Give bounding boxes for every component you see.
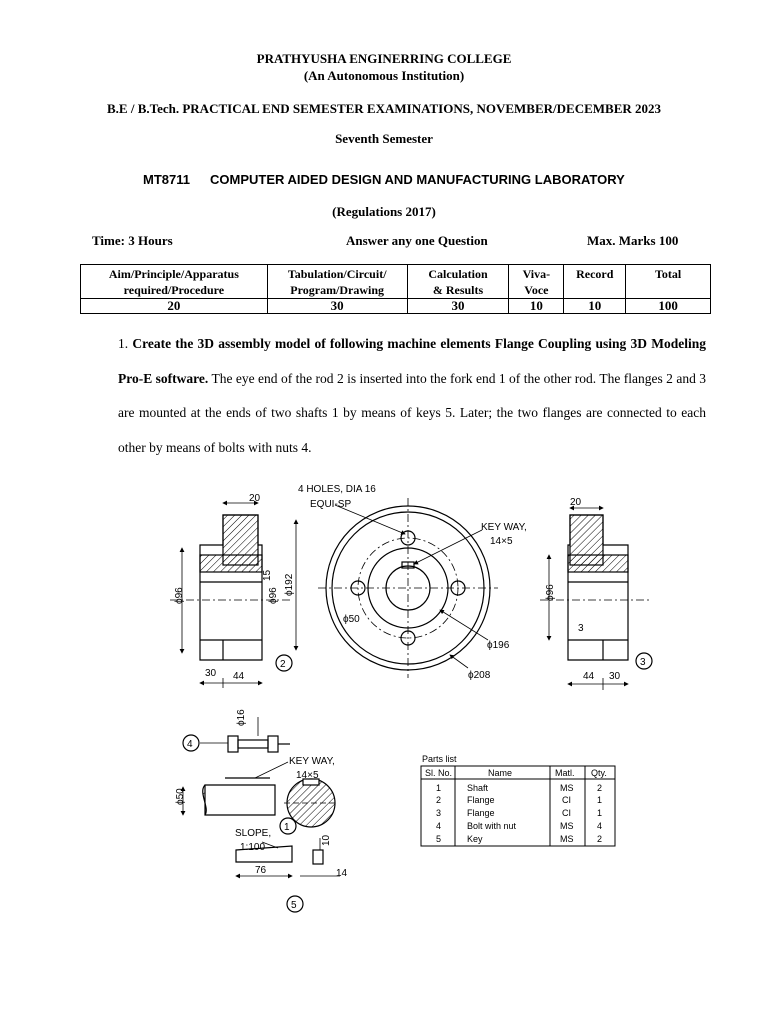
- regulations: (Regulations 2017): [332, 204, 436, 219]
- course-heading: [143, 172, 625, 187]
- flange-2-dim-44: 44: [233, 671, 245, 682]
- question-number: 1.: [118, 336, 129, 351]
- course-code: MT8711: [143, 172, 190, 187]
- marks-header-cell: Tabulation/Circuit/ Program/Drawing: [267, 265, 407, 299]
- exam-duration: Time: 3 Hours: [92, 233, 173, 248]
- front-dia-208: ϕ208: [468, 670, 491, 681]
- marks-value-cell: 30: [267, 299, 407, 314]
- marks-header-row: [81, 265, 711, 299]
- question-task: Create the 3D assembly model of following machine elements Flange Coupling using 3D Modeling Pro-E software.: [118, 336, 707, 386]
- parts-cell: 4: [436, 821, 442, 831]
- question-description: The eye end of the rod 2 is inserted into the fork end 1 of the other rod. The flanges 2 and 3 are mounted at the ends of two shafts 1 by means of keys 5. Later; the two flanges are connected to each other by means of bolts with nuts 4.: [118, 370, 706, 455]
- flange-3-dim-44: 44: [583, 671, 595, 682]
- marks-header-cell: Aim/Principle/Apparatus required/Procedure: [81, 265, 268, 299]
- flange-3-dim-3: 3: [578, 623, 584, 634]
- front-dia-50: ϕ50: [343, 614, 360, 625]
- marks-header-cell: Calculation & Results: [407, 265, 509, 299]
- holes-label: 4 HOLES, DIA 16: [298, 484, 376, 495]
- key-dim-76: 76: [255, 865, 267, 876]
- front-dia-196: ϕ196: [487, 640, 510, 651]
- parts-cell: 5: [436, 834, 442, 844]
- parts-list: [421, 754, 615, 846]
- parts-cell: 1: [436, 783, 442, 793]
- marks-value-cell: 100: [626, 299, 711, 314]
- marks-header-cell: Record: [564, 265, 626, 299]
- question-1: [118, 327, 706, 465]
- institution-type: (An Autonomous Institution): [303, 68, 465, 83]
- shaft-keyway-size: 14×5: [296, 770, 319, 781]
- flange-2-dim-20: 20: [249, 493, 261, 504]
- flange-front-view: [318, 498, 498, 678]
- parts-cell: MS: [560, 783, 574, 793]
- front-keyway-label: KEY WAY,: [481, 522, 527, 533]
- flange-2-dia-192: ϕ192: [284, 573, 295, 596]
- flange-coupling-drawing: [0, 455, 768, 935]
- balloon-5-label: 5: [291, 900, 297, 911]
- marks-header-cell: Total: [626, 265, 711, 299]
- marks-value-row: [81, 299, 711, 314]
- flange-3-dim-20: 20: [570, 497, 582, 508]
- marks-distribution-table: [80, 264, 711, 314]
- balloon-2-label: 2: [280, 659, 286, 670]
- parts-cell: Flange: [467, 808, 495, 818]
- front-keyway-size: 14×5: [490, 536, 513, 547]
- flange-2-dim-30: 30: [205, 668, 217, 679]
- key-dim-10: 10: [321, 834, 332, 846]
- parts-header-sl: Sl. No.: [425, 768, 453, 778]
- course-title: COMPUTER AIDED DESIGN AND MANUFACTURING LABORATORY: [210, 172, 625, 187]
- parts-cell: 1: [597, 808, 603, 818]
- marks-value-cell: 20: [81, 299, 268, 314]
- parts-list-title: Parts list: [422, 754, 457, 764]
- flange-2-dia-96-mid: ϕ96: [268, 587, 279, 604]
- college-name: PRATHYUSHA ENGINERRING COLLEGE: [256, 51, 512, 66]
- shaft-dia-50: ϕ50: [175, 788, 186, 805]
- shaft-keyway-label: KEY WAY,: [289, 756, 335, 767]
- parts-cell: 2: [436, 795, 442, 805]
- flange-3-dia-96: ϕ96: [545, 584, 556, 601]
- parts-cell: Bolt with nut: [467, 821, 517, 831]
- parts-cell: CI: [562, 795, 571, 805]
- flange-2-dim-15: 15: [262, 569, 273, 581]
- parts-header-qty: Qty.: [591, 768, 607, 778]
- flange-3-section-view: [540, 508, 652, 690]
- balloon-3-label: 3: [640, 657, 646, 668]
- semester: Seventh Semester: [335, 131, 433, 146]
- flange-3-hatch-mid: [568, 555, 628, 572]
- parts-cell: Flange: [467, 795, 495, 805]
- key-dim-14: 14: [336, 868, 348, 879]
- marks-value-cell: 10: [564, 299, 626, 314]
- parts-cell: CI: [562, 808, 571, 818]
- key-slope-label: SLOPE,: [235, 828, 272, 839]
- flange-2-hatch-mid: [200, 555, 262, 572]
- exam-instruction: Answer any one Question: [346, 233, 488, 248]
- marks-value-cell: 10: [509, 299, 564, 314]
- parts-cell: Key: [467, 834, 483, 844]
- parts-cell: 1: [597, 795, 603, 805]
- parts-cell: 3: [436, 808, 442, 818]
- parts-cell: 2: [597, 834, 603, 844]
- parts-header-matl: Matl.: [555, 768, 575, 778]
- flange-3-dim-30: 30: [609, 671, 621, 682]
- flange-2-dia-96-left: ϕ96: [174, 587, 185, 604]
- balloon-4-label: 4: [187, 739, 193, 750]
- parts-cell: MS: [560, 821, 574, 831]
- parts-cell: 4: [597, 821, 603, 831]
- bolt-dia-16: ϕ16: [236, 709, 247, 726]
- parts-cell: Shaft: [467, 783, 489, 793]
- marks-header-cell: Viva- Voce: [509, 265, 564, 299]
- parts-header-name: Name: [488, 768, 513, 778]
- marks-value-cell: 30: [407, 299, 509, 314]
- key-slope-value: 1:100: [240, 842, 266, 853]
- balloon-1-label: 1: [284, 822, 290, 833]
- parts-cell: MS: [560, 834, 574, 844]
- equi-spaced-label: EQUI-SP: [310, 499, 352, 510]
- parts-cell: 2: [597, 783, 603, 793]
- exam-title: B.E / B.Tech. PRACTICAL END SEMESTER EXAMINATIONS, NOVEMBER/DECEMBER 2023: [106, 101, 662, 116]
- max-marks: Max. Marks 100: [587, 233, 679, 248]
